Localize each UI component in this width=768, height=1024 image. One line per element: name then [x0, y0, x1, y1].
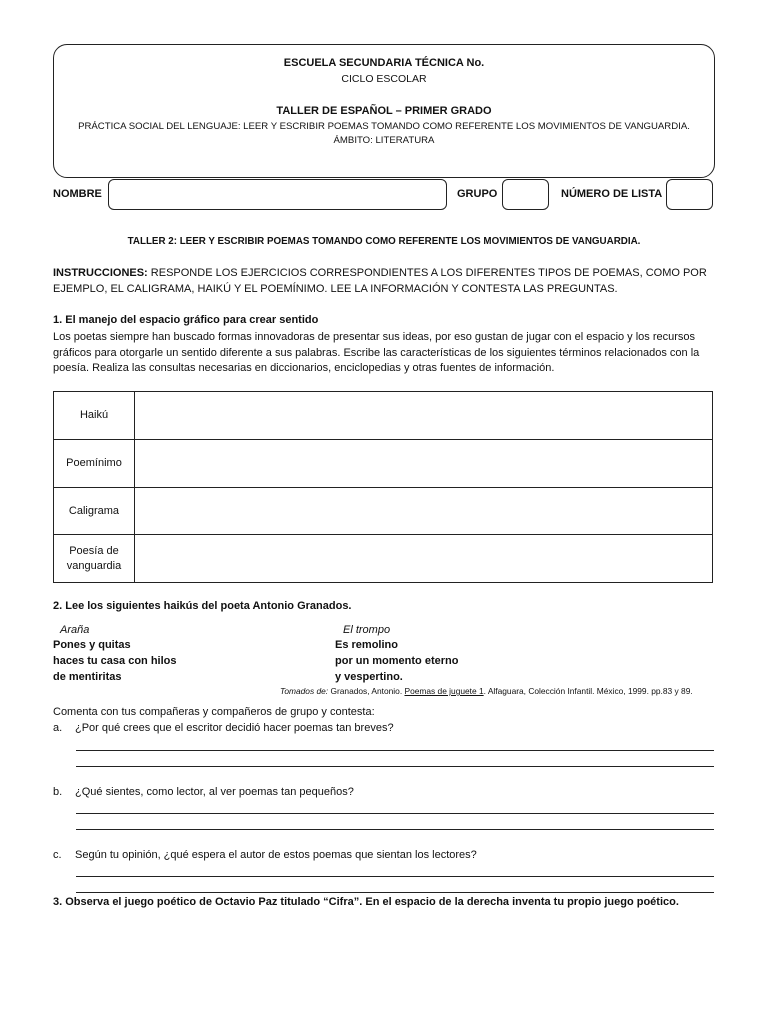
answer-cell-haiku[interactable] [135, 392, 713, 440]
instructions-text: RESPONDE LOS EJERCICIOS CORRESPONDIENTES A LOS DIFERENTES TIPOS DE POEMAS, COMO POR EJEMPLO, EL CALIGRAMA, HAIKÚ Y EL POEMÍNIMO. LEE LA INFORMACIÓN Y CONTESTA LAS PREGUNTAS. [53, 267, 707, 295]
poem1-line: haces tu casa con hilos [53, 655, 177, 667]
name-field[interactable] [108, 179, 447, 210]
list-number-field[interactable] [666, 179, 713, 210]
table-row [54, 488, 713, 535]
section1-paragraph: Los poetas siempre han buscado formas innovadoras de presentar sus ideas, por eso gustan de jugar con el espacio y los recursos gráficos para otorgarle un sentido diferente a sus palabras. Escribe las características de los siguientes términos relacionados con la poesía. Realiza las consultas necesarias en diccionarios, enciclopedias y otras fuentes de información. [53, 331, 700, 374]
answer-line[interactable] [76, 813, 714, 814]
source-book: Poemas de juguete 1 [404, 686, 484, 696]
group-field[interactable] [502, 179, 549, 210]
poem1-line: Pones y quitas [53, 639, 131, 651]
term-cell: Haikú [54, 392, 135, 440]
answer-cell-poeminimo[interactable] [135, 440, 713, 488]
question-letter: b. [53, 786, 63, 798]
answer-cell-caligrama[interactable] [135, 488, 713, 535]
instructions [53, 265, 718, 297]
question-letter: c. [53, 849, 62, 861]
section2-title: 2. Lee los siguientes haikús del poeta Antonio Granados. [53, 600, 352, 612]
answer-line[interactable] [76, 829, 714, 830]
workshop-title: TALLER DE ESPAÑOL – PRIMER GRADO [276, 105, 492, 117]
scope: ÁMBITO: LITERATURA [333, 135, 435, 146]
school-cycle: CICLO ESCOLAR [341, 73, 427, 85]
term-cell: Poemínimo [54, 440, 135, 488]
list-number-label: NÚMERO DE LISTA [561, 188, 663, 200]
source-prefix: Tomados de: [280, 686, 329, 696]
answer-line[interactable] [76, 766, 714, 767]
source-author: Granados, Antonio. [328, 686, 405, 696]
table-row [54, 392, 713, 440]
term-cell: Caligrama [54, 488, 135, 535]
source-citation [280, 686, 693, 696]
answer-line[interactable] [76, 750, 714, 751]
poem1-line: de mentiritas [53, 671, 122, 683]
section3-title: 3. Observa el juego poético de Octavio Paz titulado “Cifra”. En el espacio de la derecha inventa tu propio juego poético. [53, 896, 679, 908]
taller2-title: TALLER 2: LEER Y ESCRIBIR POEMAS TOMANDO COMO REFERENTE LOS MOVIMIENTOS DE VANGUARDIA. [127, 236, 641, 247]
discuss-instruction: Comenta con tus compañeras y compañeros de grupo y contesta: [53, 706, 375, 718]
school-name: ESCUELA SECUNDARIA TÉCNICA No. [283, 57, 485, 69]
question-text: Según tu opinión, ¿qué espera el autor de estos poemas que sientan los lectores? [75, 849, 477, 861]
poem2-line: y vespertino. [335, 671, 403, 683]
question-letter: a. [53, 722, 63, 734]
source-rest: . Alfaguara, Colección Infantil. México, 1999. pp.83 y 89. [483, 686, 693, 696]
poem1-title: Araña [60, 624, 90, 636]
table-row [54, 440, 713, 488]
poem2-line: por un momento eterno [335, 655, 459, 667]
name-label: NOMBRE [53, 188, 102, 200]
poem2-line: Es remolino [335, 639, 398, 651]
poem2-title: El trompo [343, 624, 391, 636]
instructions-label: INSTRUCCIONES: [53, 267, 148, 279]
terms-table [53, 391, 713, 583]
social-practice: PRÁCTICA SOCIAL DEL LENGUAJE: LEER Y ESCRIBIR POEMAS TOMANDO COMO REFERENTE LOS MOVIMIENTOS DE VANGUARDIA. [78, 121, 690, 132]
answer-cell-vanguardia[interactable] [135, 535, 713, 583]
question-text: ¿Qué sientes, como lector, al ver poemas tan pequeños? [75, 786, 354, 798]
answer-line[interactable] [76, 876, 714, 877]
term-cell: Poesía de vanguardia [54, 535, 135, 583]
section1-title: 1. El manejo del espacio gráfico para crear sentido [53, 314, 319, 326]
question-text: ¿Por qué crees que el escritor decidió hacer poemas tan breves? [75, 722, 394, 734]
header-box [53, 44, 715, 178]
group-label: GRUPO [457, 188, 498, 200]
answer-line[interactable] [76, 892, 714, 893]
table-row [54, 535, 713, 583]
